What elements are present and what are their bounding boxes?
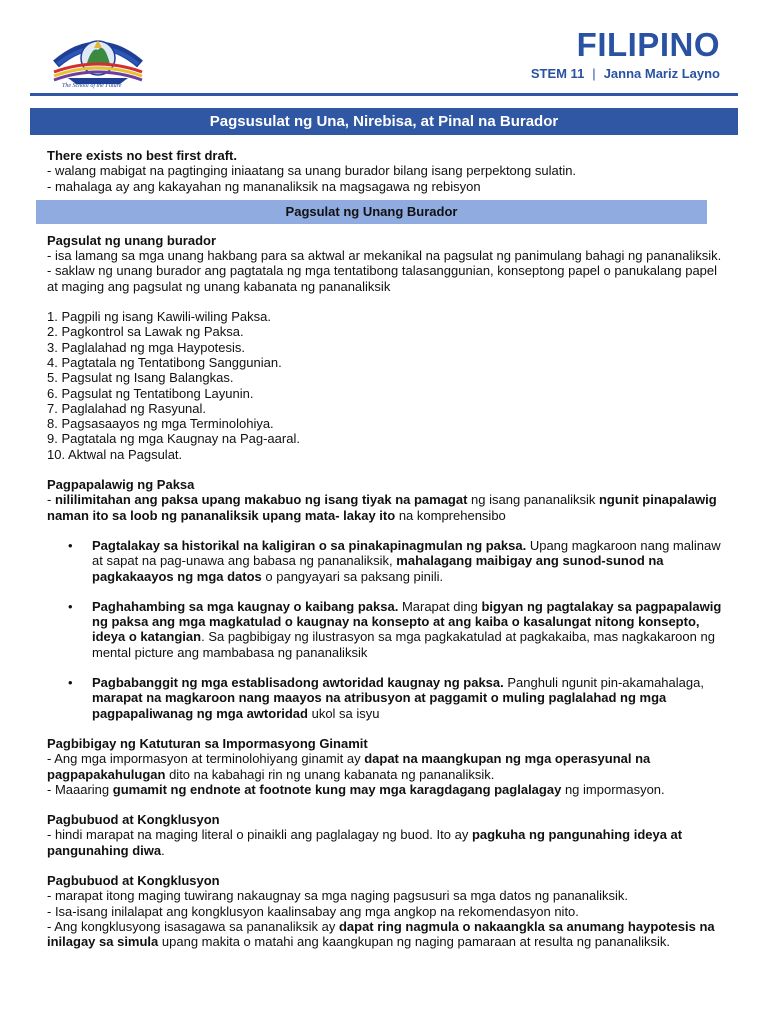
list-item: • Pagtalakay sa historikal na kaligiran o sa pinakapinagmulan ng paksa. Upang magkaroon nang malinaw at sapat na pag-unawa ang babasa ng pananaliksik, mahalagang maibigay ang sunod-sunod na pagkakaayos ng mga datos o pangyayari sa paksang pinili. bbox=[92, 538, 727, 584]
pagpapalawig-heading: Pagpapalawig ng Paksa bbox=[47, 477, 195, 493]
kongklusyon-heading: Pagbubuod at Kongklusyon bbox=[47, 872, 220, 888]
list-item: 7. Paglalahad ng Rasyunal. bbox=[47, 400, 207, 416]
intro-line: - mahalaga ay ang kakayahan ng mananaliksik na magsagawa ng rebisyon bbox=[47, 178, 481, 194]
pagpapalawig-line: - nililimitahan ang paksa upang makabuo ng isang tiyak na pamagat ng isang pananaliksik ngunit pinapalawig naman ito sa loob ng pananaliksik upang mata- lakay ito na komprehensibo bbox=[47, 492, 717, 523]
list-item: 2. Pagkontrol sa Lawak ng Paksa. bbox=[47, 324, 244, 340]
kongklusyon-line: - marapat itong maging tuwirang nakaugnay sa mga naging pagsusuri sa mga datos ng pananaliksik. bbox=[47, 888, 629, 904]
kongklusyon-line: - hindi marapat na maging literal o pinaikli ang paglalagay ng buod. Ito ay pagkuha ng pangunahing ideya at pangunahing diwa. bbox=[47, 827, 683, 858]
document-title: Pagsusulat ng Una, Nirebisa, at Pinal na Burador bbox=[30, 108, 738, 135]
school-logo bbox=[50, 20, 146, 94]
pagpapalawig-bullets bbox=[47, 538, 727, 721]
kongklusyon-line: - Isa-isang inilalapat ang kongklusyon kaalinsabay ang mga angkop na rekomendasyon nito. bbox=[47, 903, 579, 919]
list-item: • Pagbabanggit ng mga establisadong awtoridad kaugnay ng paksa. Panghuli ngunit pin-akamahalaga, marapat na magkaroon nang maayos na atribusyon at paggamit o muling paglalahad ng mga pagpapaliwanag ng mga awtoridad ukol sa isyu bbox=[92, 675, 727, 721]
list-item: 3. Paglalahad ng mga Haypotesis. bbox=[47, 339, 246, 355]
list-item: 8. Pagsasaayos ng mga Terminolohiya. bbox=[47, 416, 274, 432]
header-meta bbox=[531, 66, 720, 81]
list-item: 6. Pagsulat ng Tentatibong Layunin. bbox=[47, 385, 254, 401]
katuturan-line: - Maaaring gumamit ng endnote at footnote kung may mga karagdagang paglalagay ng impormasyon. bbox=[47, 781, 665, 797]
section-header: Pagsulat ng Unang Burador bbox=[36, 200, 707, 224]
intro-heading: There exists no best first draft. bbox=[47, 148, 237, 163]
list-item: 10. Aktwal na Pagsulat. bbox=[47, 446, 183, 462]
katuturan-line: - Ang mga impormasyon at terminolohiyang ginamit ay dapat na maangkupan ng mga operasyunal na pagpapakahulugan dito na kabahagi rin ng unang kabanata ng pananaliksik. bbox=[47, 751, 651, 782]
header-divider bbox=[30, 93, 738, 96]
kongklusyon-heading: Pagbubuod at Kongklusyon bbox=[47, 812, 220, 828]
list-item: 5. Pagsulat ng Isang Balangkas. bbox=[47, 370, 234, 386]
unang-burador-line: - isa lamang sa mga unang hakbang para sa aktwal ar mekanikal na pagsulat ng panimulang bahagi ng pananaliksik. bbox=[47, 248, 722, 264]
katuturan-heading: Pagbibigay ng Katuturan sa Impormasyong Ginamit bbox=[47, 735, 368, 751]
list-item: 1. Pagpili ng isang Kawili-wiling Paksa. bbox=[47, 309, 272, 325]
unang-burador-line: - saklaw ng unang burador ang pagtatala ng mga tentatibong talasanggunian, konseptong papel o panukalang papel at maging ang pagsulat ng unang kabanata ng pananaliksik bbox=[47, 263, 718, 294]
document-body bbox=[47, 148, 727, 949]
unang-burador-heading: Pagsulat ng unang burador bbox=[47, 232, 217, 248]
strand-label: STEM 11 bbox=[530, 66, 585, 81]
list-item: 9. Pagtatala ng mga Kaugnay na Pag-aaral. bbox=[47, 431, 300, 447]
kongklusyon-line: - Ang kongklusyong isasagawa sa pananaliksik ay dapat ring nagmula o nakaangkla sa anumang haypotesis na inilagay sa simula upang makita o matahi ang kaangkupan ng naging pamaraan at resulta ng pananaliksik. bbox=[47, 918, 715, 950]
steps-list bbox=[47, 309, 727, 462]
list-item: 4. Pagtatala ng Tentatibong Sanggunian. bbox=[47, 354, 282, 370]
meta-separator: | bbox=[592, 66, 596, 81]
subject-title: FILIPINO bbox=[576, 26, 720, 63]
list-item: • Paghahambing sa mga kaugnay o kaibang paksa. Marapat ding bigyan ng pagtalakay sa pagpapalawig ng paksa ang mga magkatulad o kaugnay na konsepto at ang kaiba o kasalungat nitong konsepto, ideya o katangian. Sa pagbibigay ng ilustrasyon sa mga pagkakatulad at pagkakaiba, mas nagkakaroon ng mental picture ang mambabasa ng pananaliksik bbox=[92, 599, 727, 660]
intro-line: - walang mabigat na pagtinging iniaatang sa unang burador bilang isang perpektong sulatin. bbox=[47, 163, 577, 179]
logo-motto: The School of the Future bbox=[62, 83, 122, 89]
author-name: Janna Mariz Layno bbox=[603, 66, 720, 81]
